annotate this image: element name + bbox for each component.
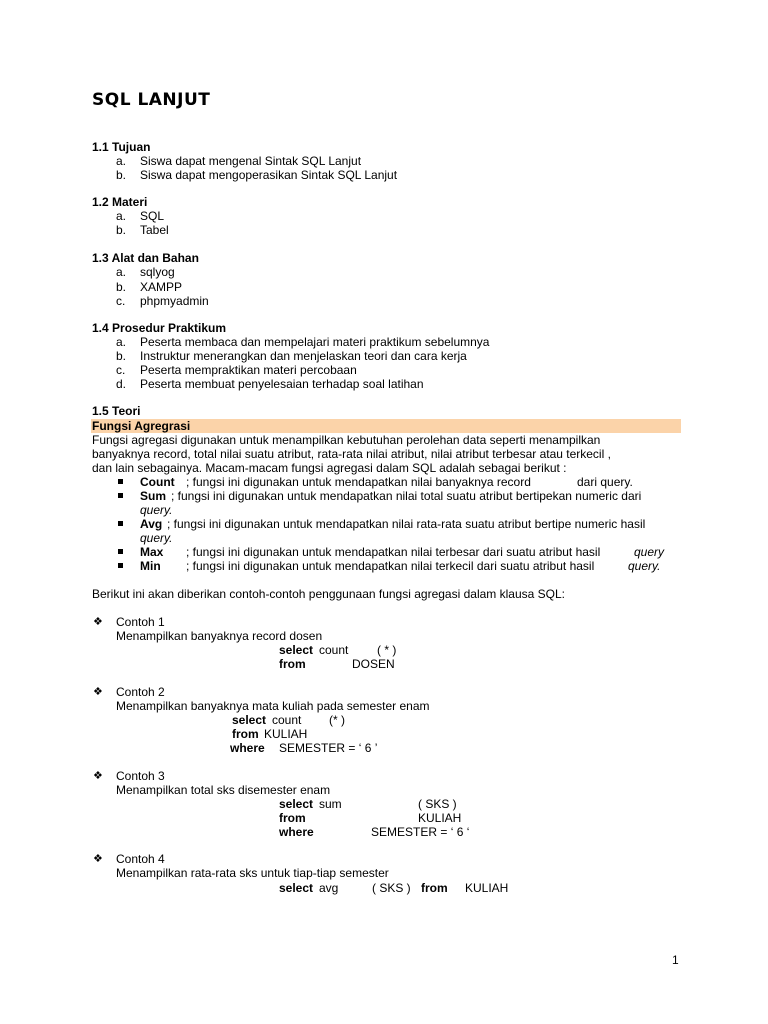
func-desc-max: ; fungsi ini digunakan untuk mendapatkan nilai terbesar dari suatu atribut hasil bbox=[186, 545, 601, 559]
square-bullet-icon bbox=[118, 563, 123, 568]
func-desc-count-tail: dari query. bbox=[577, 475, 633, 489]
sql-table: KULIAH bbox=[264, 727, 308, 741]
list-marker: b. bbox=[116, 280, 127, 294]
paragraph-line: Fungsi agregasi digunakan untuk menampilkan kebutuhan perolehan data seperti menampilkan bbox=[92, 433, 601, 447]
section-heading-materi: 1.2 Materi bbox=[92, 195, 148, 209]
list-marker: b. bbox=[116, 223, 127, 237]
sql-keyword: select bbox=[232, 713, 267, 727]
sql-keyword: from bbox=[421, 881, 448, 895]
paragraph-line: banyaknya record, total nilai suatu atribut, rata-rata nilai atribut, nilai atribut terbesar atau terkecil , bbox=[92, 447, 611, 461]
sql-function: avg bbox=[319, 881, 339, 895]
diamond-bullet-icon: ❖ bbox=[93, 770, 103, 782]
sql-condition: SEMESTER = ‘ 6 ‘ bbox=[371, 825, 470, 839]
section-heading-teori: 1.5 Teori bbox=[92, 404, 141, 418]
examples-intro: Berikut ini akan diberikan contoh-contoh penggunaan fungsi agregasi dalam klausa SQL: bbox=[92, 587, 565, 601]
example-label: Contoh 3 bbox=[116, 769, 165, 783]
list-marker: b. bbox=[116, 349, 127, 363]
sql-function: sum bbox=[319, 797, 342, 811]
sql-argument: ( SKS ) bbox=[418, 797, 457, 811]
example-label: Contoh 1 bbox=[116, 615, 165, 629]
sql-keyword: from bbox=[279, 811, 306, 825]
sql-keyword: where bbox=[230, 741, 265, 755]
example-description: Menampilkan rata-rata sks untuk tiap-tiap semester bbox=[116, 866, 389, 880]
list-marker: a. bbox=[116, 335, 127, 349]
example-description: Menampilkan banyaknya record dosen bbox=[116, 629, 323, 643]
sql-condition: SEMESTER = ‘ 6 ’ bbox=[279, 741, 378, 755]
section-heading-tujuan: 1.1 Tujuan bbox=[92, 140, 151, 154]
list-item: Peserta mempraktikan materi percobaan bbox=[140, 363, 357, 377]
func-name-sum: Sum bbox=[140, 489, 167, 503]
list-marker: d. bbox=[116, 377, 127, 391]
section-heading-prosedur: 1.4 Prosedur Praktikum bbox=[92, 321, 227, 335]
page-number: 1 bbox=[672, 953, 679, 967]
example-label: Contoh 2 bbox=[116, 685, 165, 699]
sql-keyword: from bbox=[232, 727, 259, 741]
sql-argument: ( * ) bbox=[377, 643, 397, 657]
list-item: Tabel bbox=[140, 223, 169, 237]
list-item: SQL bbox=[140, 209, 165, 223]
example-label: Contoh 4 bbox=[116, 852, 165, 866]
list-item: phpmyadmin bbox=[140, 294, 209, 308]
example-description: Menampilkan total sks disemester enam bbox=[116, 783, 331, 797]
list-item: Siswa dapat mengenal Sintak SQL Lanjut bbox=[140, 154, 362, 168]
subheading-fungsi-agregrasi: Fungsi Agregrasi bbox=[92, 419, 191, 433]
list-marker: a. bbox=[116, 209, 127, 223]
func-desc-sum-cont: query. bbox=[140, 503, 173, 517]
sql-table: KULIAH bbox=[465, 881, 509, 895]
sql-keyword: select bbox=[279, 643, 314, 657]
func-desc-count: ; fungsi ini digunakan untuk mendapatkan nilai banyaknya record bbox=[186, 475, 531, 489]
func-name-avg: Avg bbox=[140, 517, 163, 531]
square-bullet-icon bbox=[118, 493, 123, 498]
func-desc-sum: ; fungsi ini digunakan untuk mendapatkan nilai total suatu atribut bertipekan numeric dari bbox=[171, 489, 642, 503]
sql-keyword: select bbox=[279, 881, 314, 895]
sql-argument: (* ) bbox=[329, 713, 345, 727]
sql-keyword: where bbox=[279, 825, 314, 839]
section-heading-alat-bahan: 1.3 Alat dan Bahan bbox=[92, 251, 199, 265]
sql-function: count bbox=[272, 713, 302, 727]
sql-keyword: from bbox=[279, 657, 306, 671]
page-title: SQL LANJUT bbox=[92, 90, 211, 110]
list-item: Peserta membaca dan mempelajari materi praktikum sebelumnya bbox=[140, 335, 490, 349]
func-desc-avg-cont: query. bbox=[140, 531, 173, 545]
sql-keyword: select bbox=[279, 797, 314, 811]
func-desc-min: ; fungsi ini digunakan untuk mendapatkan nilai terkecil dari suatu atribut hasil bbox=[186, 559, 595, 573]
list-item: Siswa dapat mengoperasikan Sintak SQL Lanjut bbox=[140, 168, 398, 182]
func-name-count: Count bbox=[140, 475, 175, 489]
list-item: XAMPP bbox=[140, 280, 183, 294]
square-bullet-icon bbox=[118, 549, 123, 554]
square-bullet-icon bbox=[118, 479, 123, 484]
diamond-bullet-icon: ❖ bbox=[93, 686, 103, 698]
sql-argument: ( SKS ) bbox=[372, 881, 411, 895]
diamond-bullet-icon: ❖ bbox=[93, 853, 103, 865]
func-desc-max-query: query bbox=[634, 545, 665, 559]
list-marker: a. bbox=[116, 154, 127, 168]
func-desc-min-query: query. bbox=[628, 559, 661, 573]
list-item: Instruktur menerangkan dan menjelaskan teori dan cara kerja bbox=[140, 349, 467, 363]
square-bullet-icon bbox=[118, 521, 123, 526]
func-desc-avg: ; fungsi ini digunakan untuk mendapatkan nilai rata-rata suatu atribut bertipe numeric hasil bbox=[167, 517, 646, 531]
list-marker: c. bbox=[116, 294, 126, 308]
list-item: sqlyog bbox=[140, 265, 175, 279]
func-name-max: Max bbox=[140, 545, 164, 559]
list-marker: c. bbox=[116, 363, 126, 377]
sql-table: DOSEN bbox=[352, 657, 395, 671]
paragraph-line: dan lain sebagainya. Macam-macam fungsi agregasi dalam SQL adalah sebagai berikut : bbox=[92, 461, 567, 475]
sql-function: count bbox=[319, 643, 349, 657]
diamond-bullet-icon: ❖ bbox=[93, 616, 103, 628]
sql-table: KULIAH bbox=[418, 811, 462, 825]
list-item: Peserta membuat penyelesaian terhadap soal latihan bbox=[140, 377, 424, 391]
example-description: Menampilkan banyaknya mata kuliah pada semester enam bbox=[116, 699, 430, 713]
func-name-min: Min bbox=[140, 559, 161, 573]
list-marker: a. bbox=[116, 265, 127, 279]
list-marker: b. bbox=[116, 168, 127, 182]
